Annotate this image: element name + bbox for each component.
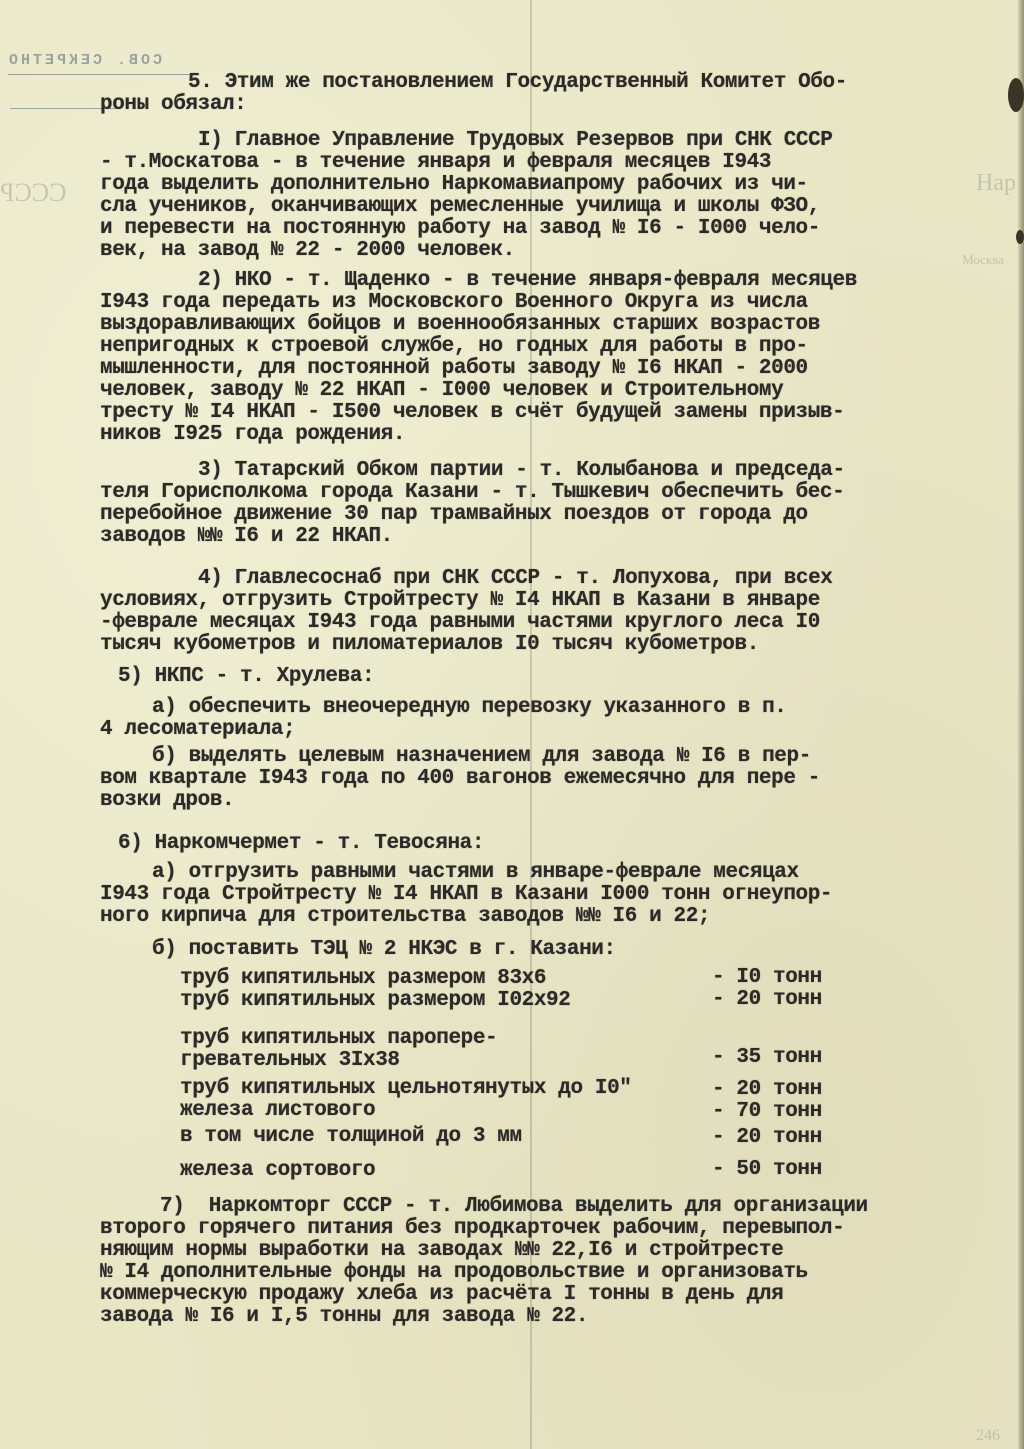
supply-item-label: труб кипятильных паропере- гревательных 3Iх38: [180, 1027, 498, 1072]
paragraph-line: перебойное движение 30 пар трамвайных поездов от города до: [100, 503, 808, 526]
paragraph-line: тысяч кубометров и пиломатериалов I0 тысяч кубометров.: [100, 633, 759, 656]
supply-item-quantity: - 20 тонн: [712, 988, 822, 1011]
paragraph-line: и перевести на постоянную работу на завод № I6 - I000 чело-: [100, 217, 820, 240]
paragraph-line: № I4 дополнительные фонды на продовольствие и организовать: [100, 1261, 808, 1284]
paragraph-line: выздоравливающих бойцов и военнообязанных старших возрастов: [100, 313, 820, 336]
supply-item-label: железа сортового: [180, 1159, 376, 1182]
paragraph-line: условиях, отгрузить Стройтресту № I4 НКАП в Казани в январе: [100, 589, 820, 612]
supply-item-quantity: - 35 тонн: [712, 1046, 822, 1069]
paragraph-first-line: 5) НКПС - т. Хрулева:: [118, 665, 375, 688]
paragraph-line: - т.Москатова - в течение января и февраля месяцев I943: [100, 151, 772, 174]
supply-item-label: труб кипятильных размером I02х92: [180, 989, 571, 1012]
supply-item-label: труб кипятильных размером 83х6: [180, 967, 547, 990]
paragraph-line: няющим нормы выработки на заводах №№ 22,I6 и стройтресте: [100, 1239, 784, 1262]
punch-hole-small: [1016, 230, 1024, 244]
paragraph-line: ников I925 года рождения.: [100, 423, 406, 446]
paragraph-first-line: а) отгрузить равными частями в январе-феврале месяцах: [152, 861, 799, 884]
supply-item-quantity: - 50 тонн: [712, 1158, 822, 1181]
paragraph-line: 4 лесоматериала;: [100, 718, 296, 741]
bleedthrough-text-right: Нар: [976, 170, 1016, 196]
secrecy-stamp: СОВ. СЕКРЕТНО: [6, 52, 163, 69]
supply-item-label: труб кипятильных цельнотянутых до I0": [180, 1077, 632, 1100]
paragraph-line: тресту № I4 НКАП - I500 человек в счёт будущей замены призыв-: [100, 401, 845, 424]
paragraph-line: непригодных к строевой службе, но годных для работы в про-: [100, 335, 808, 358]
paragraph-line: мышленности, для постоянной работы заводу № I6 НКАП - 2000: [100, 357, 808, 380]
punch-hole-top: [1008, 78, 1024, 112]
paragraph-line: I943 года передать из Московского Военного Округа из числа: [100, 291, 808, 314]
paragraph-first-line: 5. Этим же постановлением Государственный Комитет Обо-: [188, 71, 847, 94]
paragraph-first-line: б) поставить ТЭЦ № 2 НКЭС в г. Казани:: [152, 938, 616, 961]
paragraph-first-line: 3) Татарский Обком партии - т. Колыбанова и председа-: [198, 459, 845, 482]
paragraph-line: ного кирпича для строительства заводов №№ I6 и 22;: [100, 905, 711, 928]
paragraph-line: коммерческую продажу хлеба из расчёта I тонны в день для: [100, 1283, 784, 1306]
supply-item-quantity: - 70 тонн: [712, 1100, 822, 1123]
supply-item-label: в том числе толщиной до 3 мм: [180, 1125, 522, 1148]
paper-right-edge: [1018, 0, 1024, 1449]
stamp-underline: [8, 74, 194, 75]
supply-item-quantity: - 20 тонн: [712, 1078, 822, 1101]
paragraph-first-line: 4) Главлесоснаб при СНК СССР - т. Лопухова, при всех: [198, 567, 833, 590]
paragraph-first-line: а) обеспечить внеочередную перевозку указанного в п.: [152, 696, 787, 719]
paragraph-first-line: б) выделять целевым назначением для завода № I6 в пер-: [152, 745, 811, 768]
paragraph-first-line: I) Главное Управление Трудовых Резервов при СНК СССР: [198, 129, 833, 152]
supply-item-quantity: - I0 тонн: [712, 966, 822, 989]
page-number-mark: 246: [976, 1427, 1000, 1444]
paragraph-line: человек, заводу № 22 НКАП - I000 человек и Строительному: [100, 379, 784, 402]
paragraph-line: -феврале месяцах I943 года равными частями круглого леса I0: [100, 611, 820, 634]
paragraph-line: второго горячего питания без продкарточек рабочим, перевыпол-: [100, 1217, 845, 1240]
paragraph-line: век, на завод № 22 - 2000 человек.: [100, 239, 515, 262]
bleedthrough-text-moskva: Москва: [962, 252, 1004, 267]
paragraph-first-line: 2) НКО - т. Щаденко - в течение января-февраля месяцев: [198, 269, 857, 292]
bleedthrough-text-left: СССР: [0, 178, 67, 207]
paragraph-line: возки дров.: [100, 789, 235, 812]
paragraph-line: I943 года Стройтресту № I4 НКАП в Казани I000 тонн огнеупор-: [100, 883, 833, 906]
supply-item-quantity: - 20 тонн: [712, 1126, 822, 1149]
paragraph-line: завода № I6 и I,5 тонны для завода № 22.: [100, 1305, 589, 1328]
paragraph-line: вом квартале I943 года по 400 вагонов ежемесячно для пере -: [100, 767, 820, 790]
paragraph-line: теля Горисполкома города Казани - т. Тышкевич обеспечить бес-: [100, 481, 845, 504]
paragraph-first-line: 7) Наркомторг СССР - т. Любимова выделить для организации: [160, 1195, 868, 1218]
paragraph-line: сла учеников, оканчивающих ремесленные училища и школы ФЗО,: [100, 195, 820, 218]
paragraph-line: заводов №№ I6 и 22 НКАП.: [100, 525, 393, 548]
paragraph-first-line: 6) Наркомчермет - т. Тевосяна:: [118, 832, 485, 855]
paragraph-line: роны обязал:: [100, 93, 247, 116]
paragraph-line: года выделить дополнительно Наркомавиапрому рабочих из чи-: [100, 173, 808, 196]
supply-item-label: железа листового: [180, 1099, 376, 1122]
